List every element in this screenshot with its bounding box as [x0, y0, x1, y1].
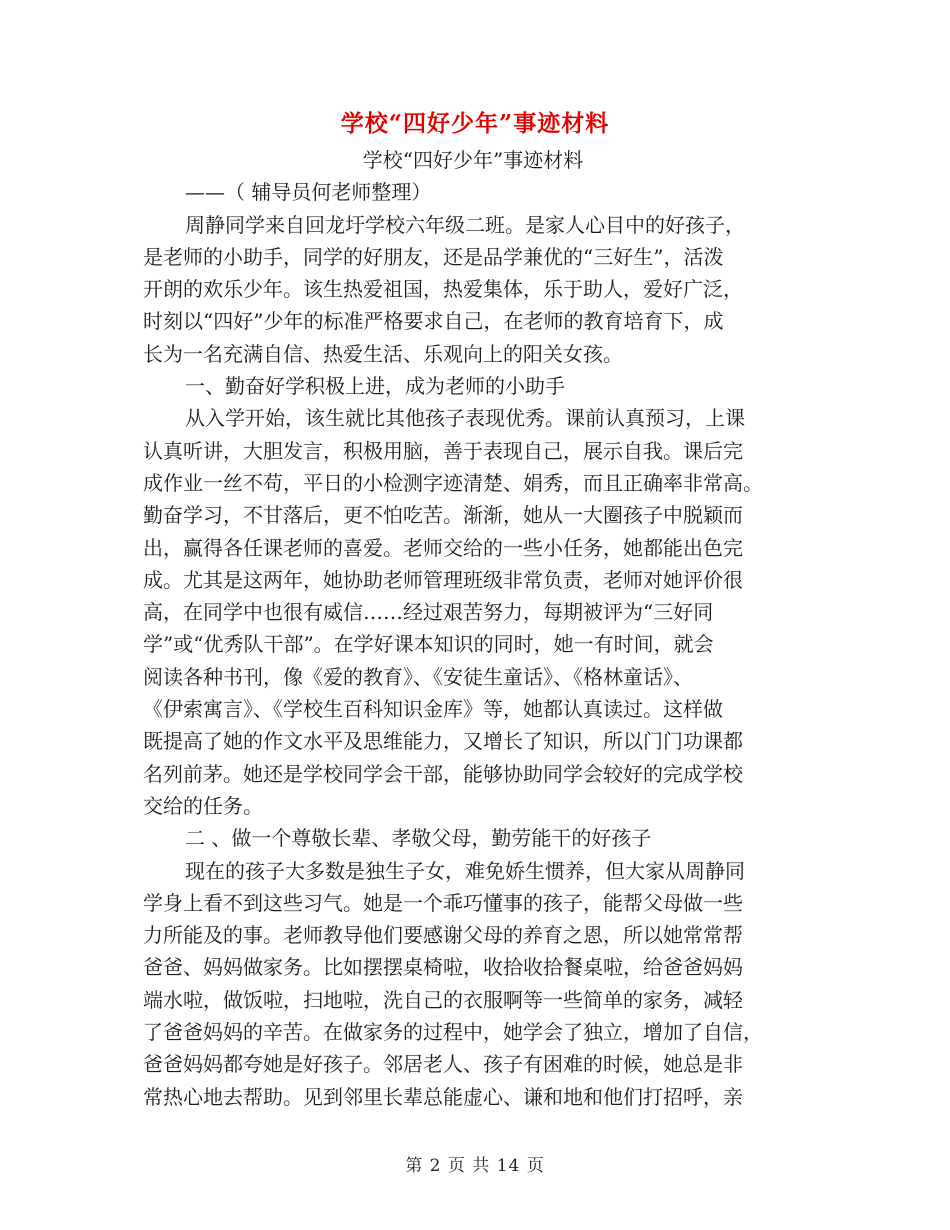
text-line: 学”或“优秀队干部”。在学好课本知识的同时，她一有时间，就会	[143, 632, 714, 657]
text-line: 力所能及的事。老师教导他们要感谢父母的养育之恩，所以她常常帮	[143, 923, 743, 948]
text-line: 出，赢得各任课老师的喜爱。老师交给的一些小任务，她都能出色完	[143, 535, 743, 560]
text-line: 交给的任务。	[143, 793, 263, 818]
text-line: 现在的孩子大多数是独生子女，难免娇生惯养，但大家从周静同	[185, 858, 745, 883]
text-line: 勤奋学习，不甘落后，更不怕吃苦。渐渐，她从一大圈孩子中脱颖而	[143, 503, 743, 528]
text-line: 既提高了她的作文水平及思维能力，又增长了知识，所以门门功课都	[143, 729, 743, 754]
document-subtitle: 学校“四好少年”事迹材料	[362, 148, 584, 172]
text-line: 认真听讲，大胆发言，积极用脑，善于表现自己，展示自我。课后完	[143, 438, 743, 463]
document-title: 学校“四好少年”事迹材料	[340, 110, 610, 137]
text-line: 端水啦，做饭啦，扫地啦，洗自己的衣服啊等一些简单的家务，减轻	[143, 987, 743, 1012]
text-line: 成。尤其是这两年，她协助老师管理班级非常负责，老师对她评价很	[143, 567, 743, 592]
text-line: 是老师的小助手，同学的好朋友，还是品学兼优的“三好生”，活泼	[143, 244, 724, 269]
text-line: 爸爸妈妈都夸她是好孩子。邻居老人、孩子有困难的时候，她总是非	[143, 1052, 743, 1077]
text-line: 《伊索寓言》、《学校生百科知识金库》等，她都认真读过。这样做	[143, 697, 723, 722]
text-line: 了爸爸妈妈的辛苦。在做家务的过程中，她学会了独立，增加了自信，	[143, 1020, 763, 1045]
text-line: 高，在同学中也很有威信……经过艰苦努力，每期被评为“三好同	[143, 600, 714, 625]
text-line: 成作业一丝不苟，平日的小检测字迹清楚、娟秀，而且正确率非常高。	[143, 470, 763, 495]
text-line: 周静同学来自回龙圩学校六年级二班。是家人心目中的好孩子，	[185, 212, 745, 237]
text-line: 时刻以“四好”少年的标准严格要求自己，在老师的教育培育下，成	[143, 309, 724, 334]
text-line: 一、勤奋好学积极上进，成为老师的小助手	[185, 374, 565, 399]
text-line: 常热心地去帮助。见到邻里长辈总能虚心、谦和地和他们打招呼，亲	[143, 1084, 743, 1109]
text-line: 开朗的欢乐少年。该生热爱祖国，热爱集体，乐于助人，爱好广泛，	[143, 277, 743, 302]
text-line: 二 、做一个尊敬长辈、孝敬父母，勤劳能干的好孩子	[185, 826, 652, 851]
text-line: 名列前茅。她还是学校同学会干部，能够协助同学会较好的完成学校	[143, 761, 743, 786]
text-line: 长为一名充满自信、热爱生活、乐观向上的阳关女孩。	[143, 341, 623, 366]
text-line: 学身上看不到这些习气。她是一个乖巧懂事的孩子，能帮父母做一些	[143, 890, 743, 915]
page-number: 第 2 页 共 14 页	[405, 1156, 545, 1176]
text-line: ——（ 辅导员何老师整理）	[185, 180, 432, 205]
text-line: 从入学开始，该生就比其他孩子表现优秀。课前认真预习，上课	[185, 406, 745, 431]
text-line: 阅读各种书刊，像《爱的教育》、《安徒生童话》、《格林童话》、	[143, 664, 693, 689]
document-body	[143, 144, 803, 1113]
text-line: 爸爸、妈妈做家务。比如摆摆桌椅啦，收拾收拾餐桌啦，给爸爸妈妈	[143, 955, 743, 980]
